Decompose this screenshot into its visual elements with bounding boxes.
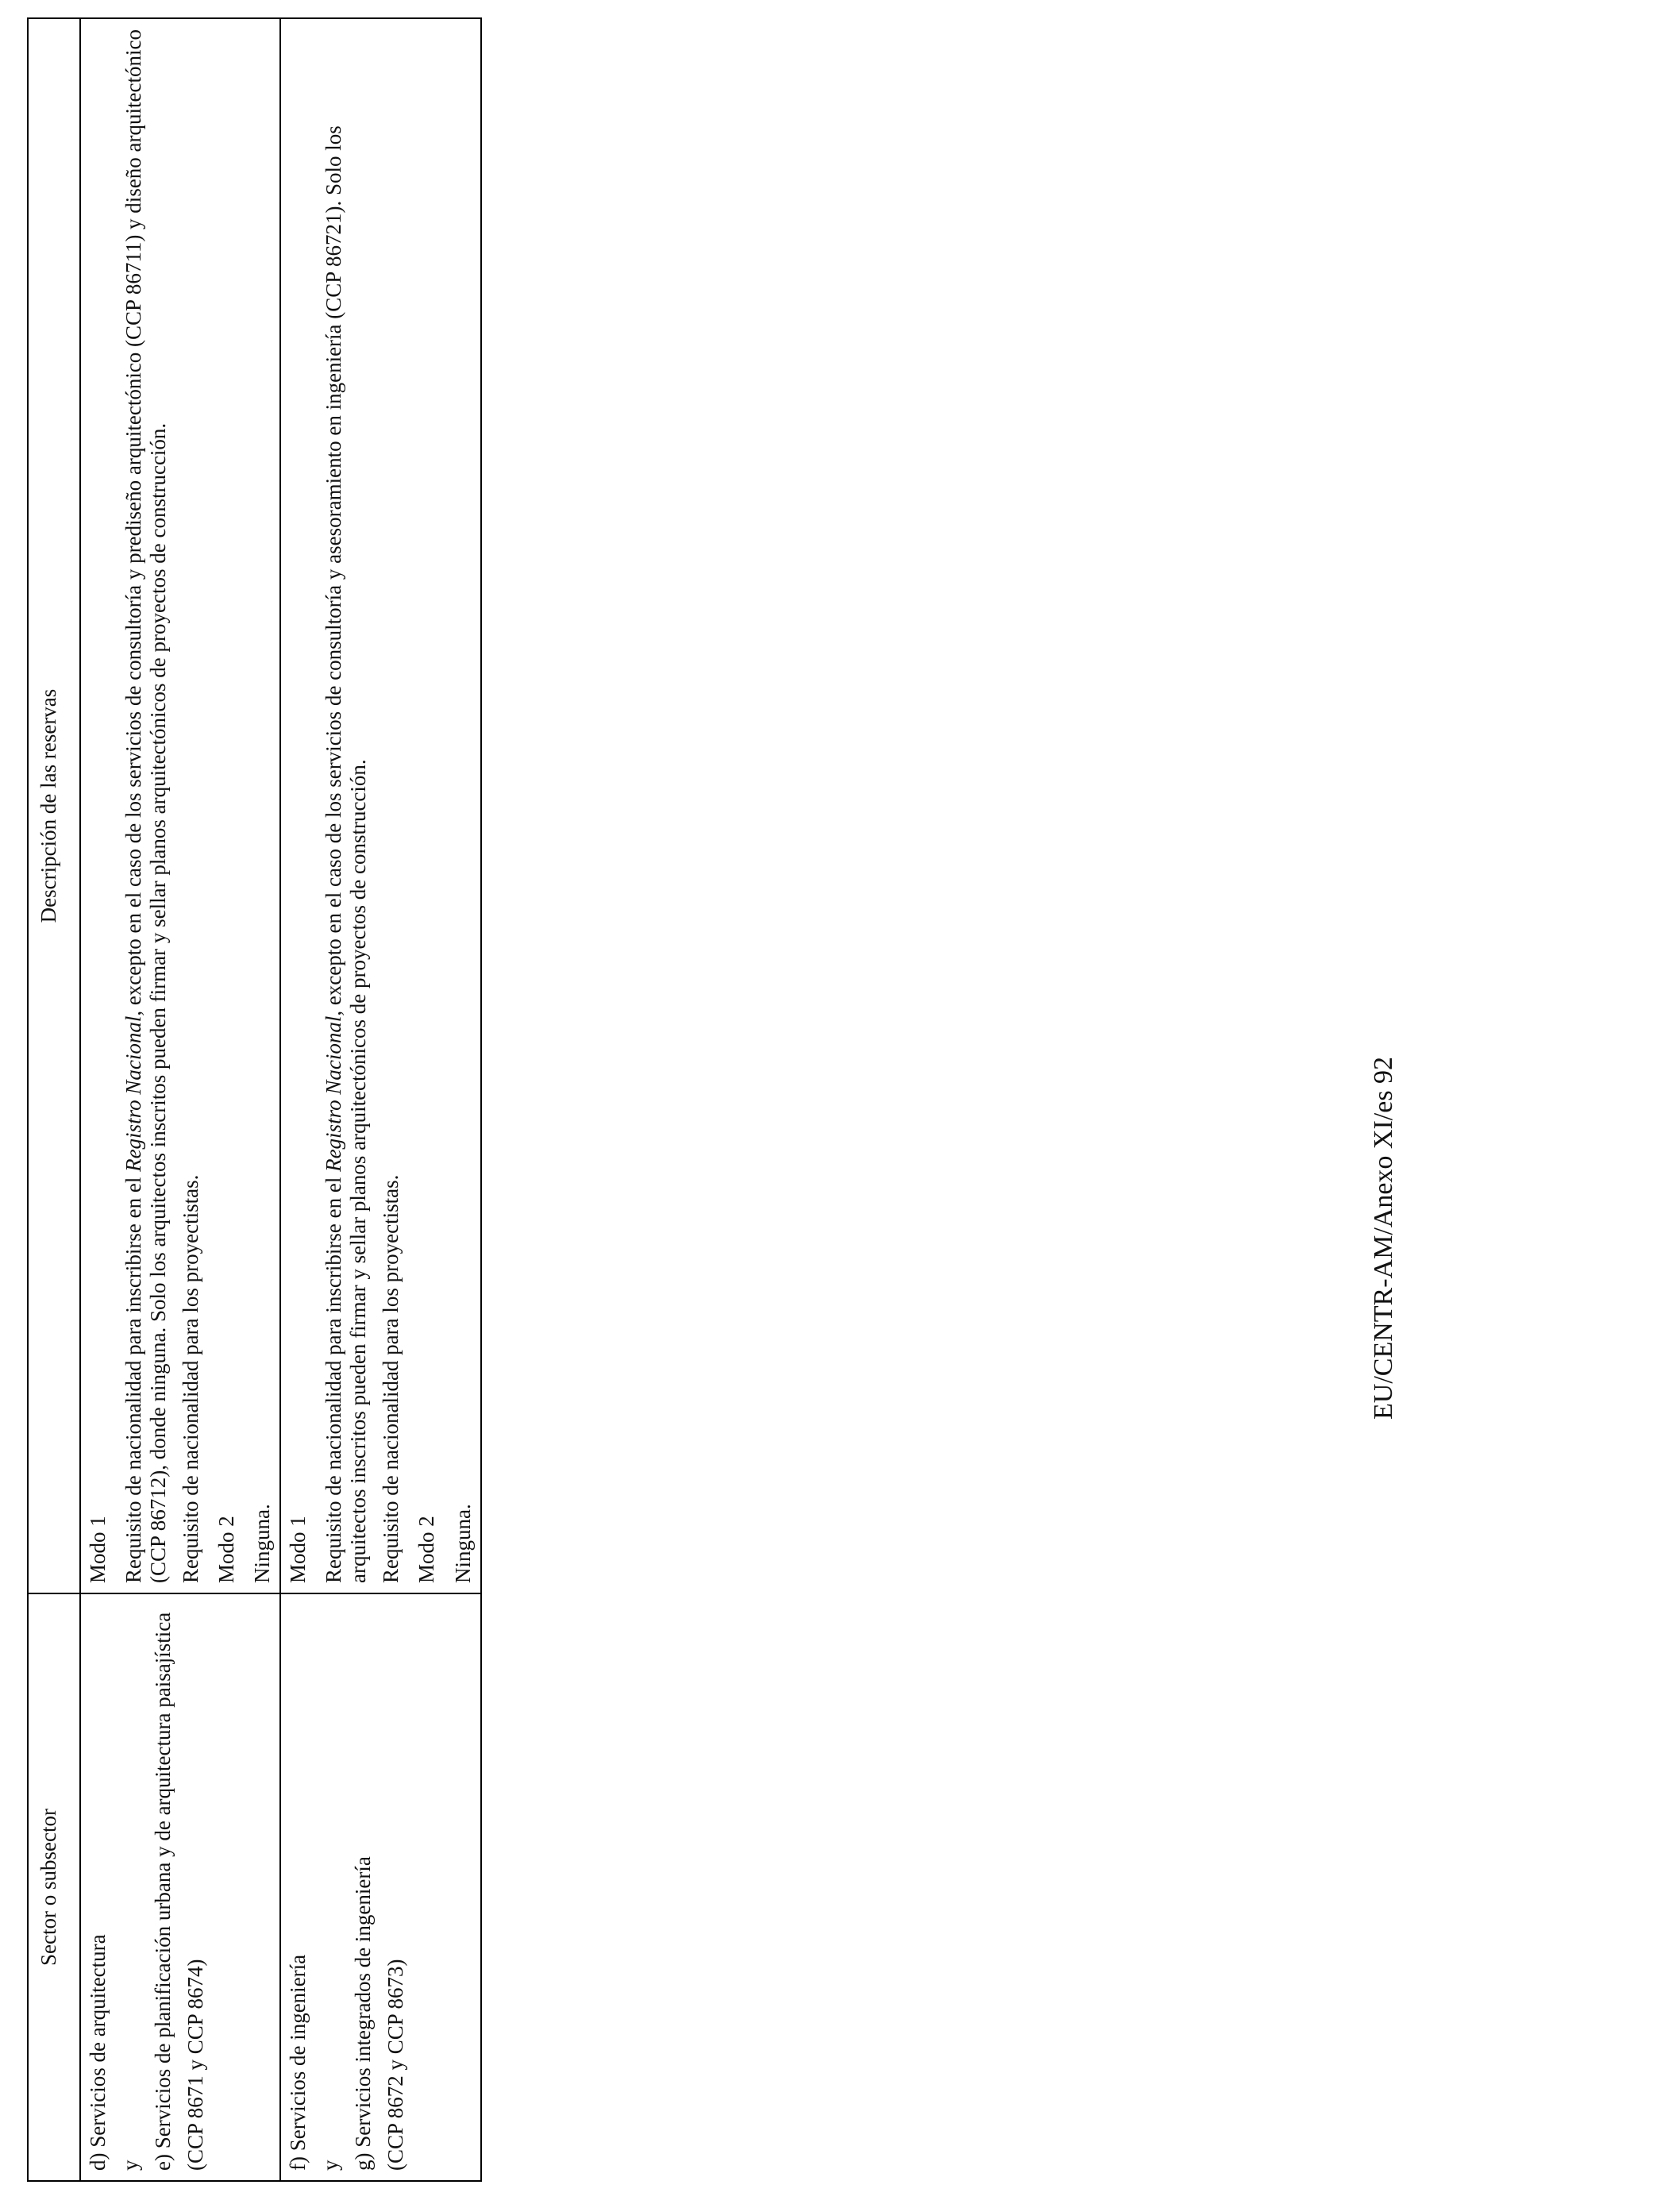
mode-text: Ninguna. [250, 1504, 275, 1583]
mode-text-part: Requisito de nacionalidad para inscribirse en el [322, 1171, 346, 1583]
sector-cell [80, 1593, 280, 2181]
mode-text [121, 29, 171, 1583]
reservations-table [27, 17, 482, 2182]
registry-name: Registro Nacional [322, 1015, 346, 1172]
header-sector: Sector o subsector [28, 1593, 80, 2181]
mode-label: Modo 2 [214, 1516, 239, 1583]
page-reference-footer: EU/CENTR-AM/Anexo XI/es 92 [1369, 1056, 1398, 1420]
mode-text-part: Requisito de nacionalidad para inscribirse en el [121, 1171, 146, 1583]
table-row [280, 18, 480, 2181]
description-cell [80, 18, 280, 1593]
sector-line: y [318, 2160, 343, 2171]
mode-text-part: , excepto en el caso de los servicios de consultoría y asesoramiento en ingeniería (CCP 86721). Solo los arquitectos inscritos pueden firmar y sellar planos arquitectónicos de proyectos de construcción. [322, 125, 371, 1583]
mode-label: Modo 2 [414, 1516, 439, 1583]
sector-line: d) Servicios de arquitectura [86, 1934, 110, 2171]
mode-text-part: , excepto en el caso de los servicios de consultoría y prediseño arquitectónico (CCP 86711) y diseño arquitectónico (CCP 86712), donde ninguna. Solo los arquitectos inscritos pueden firmar y sellar planos arquitectónicos de proyectos de construcción. [121, 29, 171, 1583]
registry-name: Registro Nacional [121, 1015, 146, 1172]
sector-line: (CCP 8672 y CCP 8673) [383, 1959, 408, 2171]
table-header-row [28, 18, 80, 2181]
sector-line: (CCP 8671 y CCP 8674) [183, 1959, 208, 2171]
mode-label: Modo 1 [286, 1516, 310, 1583]
rotated-page [27, 19, 1615, 2182]
mode-text: Requisito de nacionalidad para los proyectistas. [379, 1174, 403, 1583]
table-row [80, 18, 280, 2181]
sector-line: f) Servicios de ingeniería [286, 1954, 310, 2171]
sector-line: y [118, 2160, 143, 2171]
mode-label: Modo 1 [86, 1516, 110, 1583]
sector-cell [280, 1593, 480, 2181]
mode-text [322, 29, 371, 1583]
description-cell [280, 18, 480, 1593]
header-description: Descripción de las reservas [28, 18, 80, 1593]
mode-text: Requisito de nacionalidad para los proyectistas. [179, 1174, 203, 1583]
mode-text: Ninguna. [450, 1504, 475, 1583]
sector-line: g) Servicios integrados de ingeniería [351, 1856, 376, 2171]
sector-line: e) Servicios de planificación urbana y de arquitectura paisajística [151, 1612, 175, 2171]
